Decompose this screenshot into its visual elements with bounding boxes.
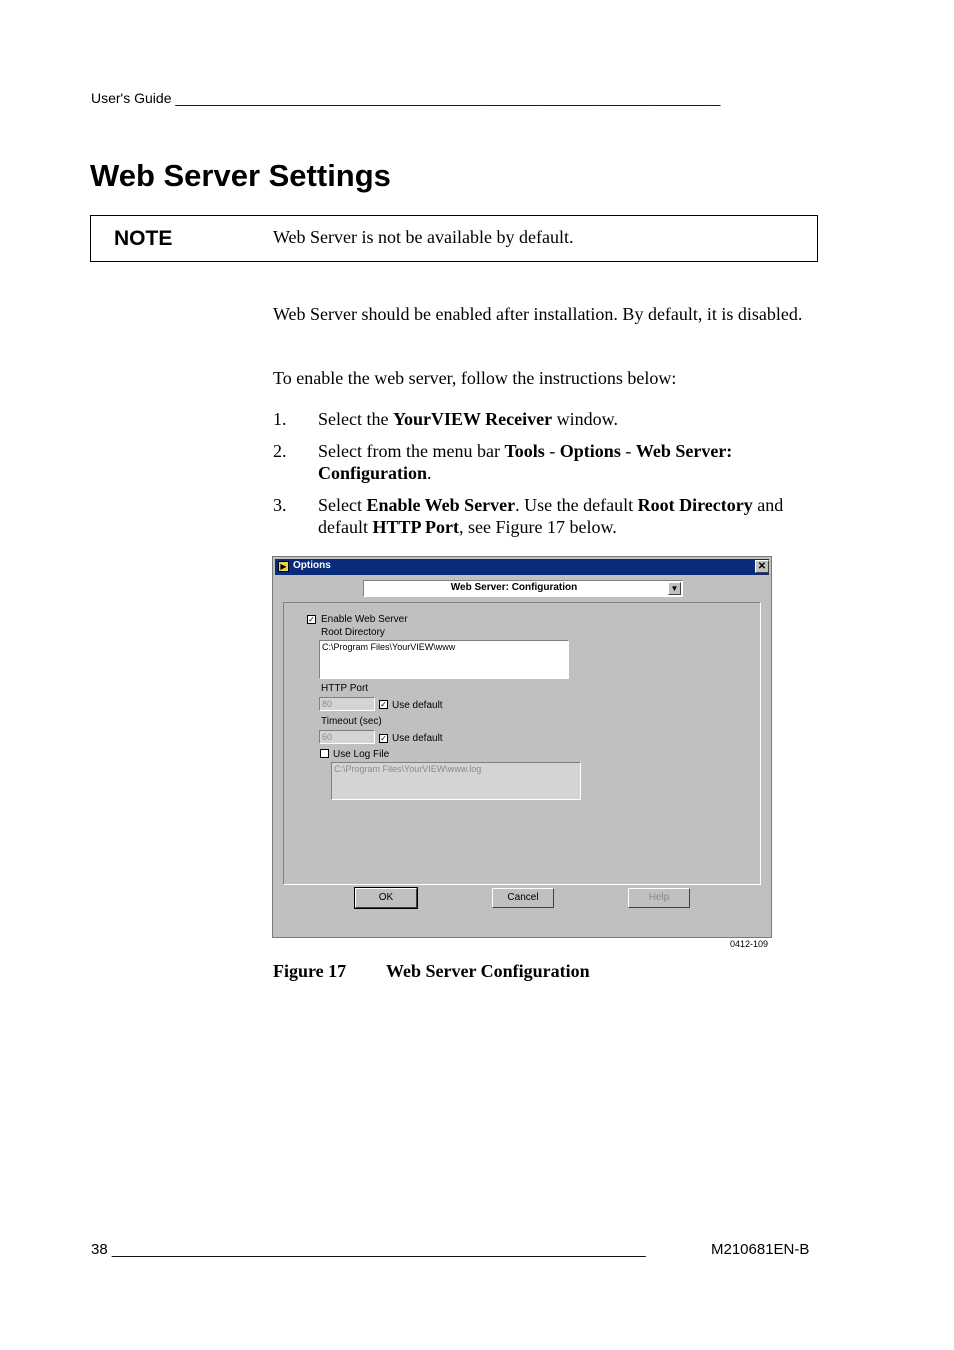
note-box [90,215,818,262]
ok-button[interactable]: OK [355,888,417,908]
step-bold-text: Root Directory [637,495,753,515]
http-port-use-default-label: Use default [392,700,443,711]
step-plain-text: Select the [318,409,393,429]
step-plain-text: window. [552,409,618,429]
step-bold-text: YourVIEW Receiver [392,409,553,429]
step-number: 2. [273,441,287,461]
dialog-title: Options [293,560,331,571]
step-text [318,440,818,484]
intro-paragraph: Web Server should be enabled after installation. By default, it is disabled. [273,304,803,324]
document-id: M210681EN-B [711,1241,810,1258]
page-number: 38 ________________________________________________________________ [91,1241,646,1258]
timeout-use-default-label: Use default [392,733,443,744]
figure-caption: Web Server Configuration [386,961,590,981]
root-directory-label: Root Directory [321,627,385,638]
step-plain-text: . Use the default [515,495,638,515]
step-bold-text: Tools [504,441,545,461]
timeout-use-default-checkbox[interactable]: ✓ [380,734,387,743]
step-bold-text: HTTP Port [372,517,459,537]
step-number: 3. [273,495,287,515]
timeout-input[interactable]: 60 [319,730,375,744]
step-plain-text: Select from the menu bar [318,441,505,461]
dialog-titlebar[interactable] [275,559,769,575]
help-button[interactable]: Help [628,888,690,908]
step-bold-text: Options [559,441,621,461]
page-select-value: Web Server: Configuration [450,582,578,593]
root-directory-input[interactable]: C:\Program Files\YourVIEW\www [319,640,569,679]
http-port-label: HTTP Port [321,683,369,694]
close-icon[interactable]: ✕ [755,560,769,573]
options-app-icon: ▶ [278,561,289,572]
step-number: 1. [273,409,287,429]
http-port-use-default-checkbox[interactable]: ✓ [380,700,387,709]
step-text [318,408,818,430]
page-select-dropdown[interactable] [363,580,683,597]
page-title: Web Server Settings [90,158,391,193]
step-text [318,494,818,538]
step-plain-text: and default [318,495,784,537]
step-plain-text: Select [318,495,367,515]
timeout-label: Timeout (sec) [321,716,382,727]
log-file-input[interactable]: C:\Program Files\YourVIEW\www.log [331,762,581,800]
options-dialog [272,556,772,938]
running-header: User's Guide ______________________________________________________________________ [91,90,721,106]
use-log-file-label: Use Log File [333,749,390,760]
step-plain-text: , see Figure 17 below. [458,517,617,537]
step-plain-text: - [620,441,636,461]
step-bold-text: Web Server: Configuration [318,441,733,483]
instructions-paragraph: To enable the web server, follow the instructions below: [273,368,677,388]
use-log-file-checkbox[interactable] [320,749,329,758]
step-bold-text: Enable Web Server [366,495,516,515]
chevron-down-icon[interactable]: ▼ [668,582,681,595]
figure-code: 0412-109 [730,939,769,949]
figure-number: Figure 17 [273,961,347,981]
note-label: NOTE [114,227,173,250]
step-plain-text: . [427,463,432,483]
step-plain-text: - [544,441,560,461]
http-port-input[interactable]: 80 [319,697,375,711]
cancel-button[interactable]: Cancel [492,888,554,908]
enable-web-server-checkbox[interactable]: ✓ [308,615,315,624]
enable-web-server-label: Enable Web Server [321,614,408,625]
note-text: Web Server is not be available by default. [273,227,574,247]
